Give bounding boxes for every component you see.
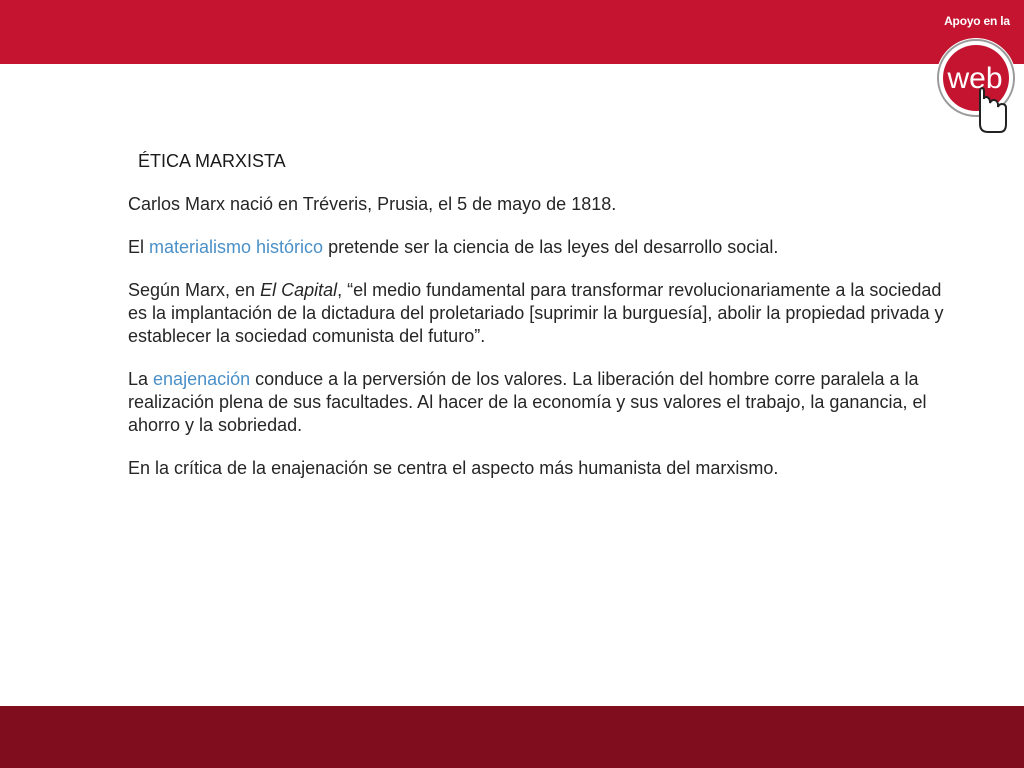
badge-caption: Apoyo en la <box>944 14 1010 28</box>
slide-content <box>128 150 948 500</box>
paragraph-humanism: En la crítica de la enajenación se centra el aspecto más humanista del marxismo. <box>128 458 779 478</box>
link-materialismo-historico[interactable]: materialismo histórico <box>149 237 324 257</box>
web-cursor-icon <box>934 38 1022 134</box>
header-bar <box>0 0 1024 64</box>
paragraph-birth: Carlos Marx nació en Tréveris, Prusia, el 5 de mayo de 1818. <box>128 194 617 214</box>
book-title: El Capital <box>260 280 338 300</box>
link-enajenacion[interactable]: enajenación <box>153 369 251 389</box>
slide-title: ÉTICA MARXISTA <box>138 151 286 171</box>
paragraph-capital-quote: Según Marx, en El Capital, “el medio fundamental para transformar revolucionariamente a la sociedad es la implantación de la dictadura del proletariado [suprimir la burguesía], abolir la propiedad privada y establecer la sociedad comunista del futuro”. <box>128 280 944 346</box>
badge-word: web <box>947 62 1003 95</box>
paragraph-materialism: El materialismo histórico pretende ser la ciencia de las leyes del desarrollo social. <box>128 237 779 257</box>
footer-bar <box>0 706 1024 768</box>
paragraph-alienation: La enajenación conduce a la perversión de los valores. La liberación del hombre corre paralela a la realización plena de sus facultades. Al hacer de la economía y sus valores el trabajo, la ganancia, el ahorro y la sobriedad. <box>128 369 927 435</box>
web-support-badge[interactable] <box>930 8 1024 136</box>
